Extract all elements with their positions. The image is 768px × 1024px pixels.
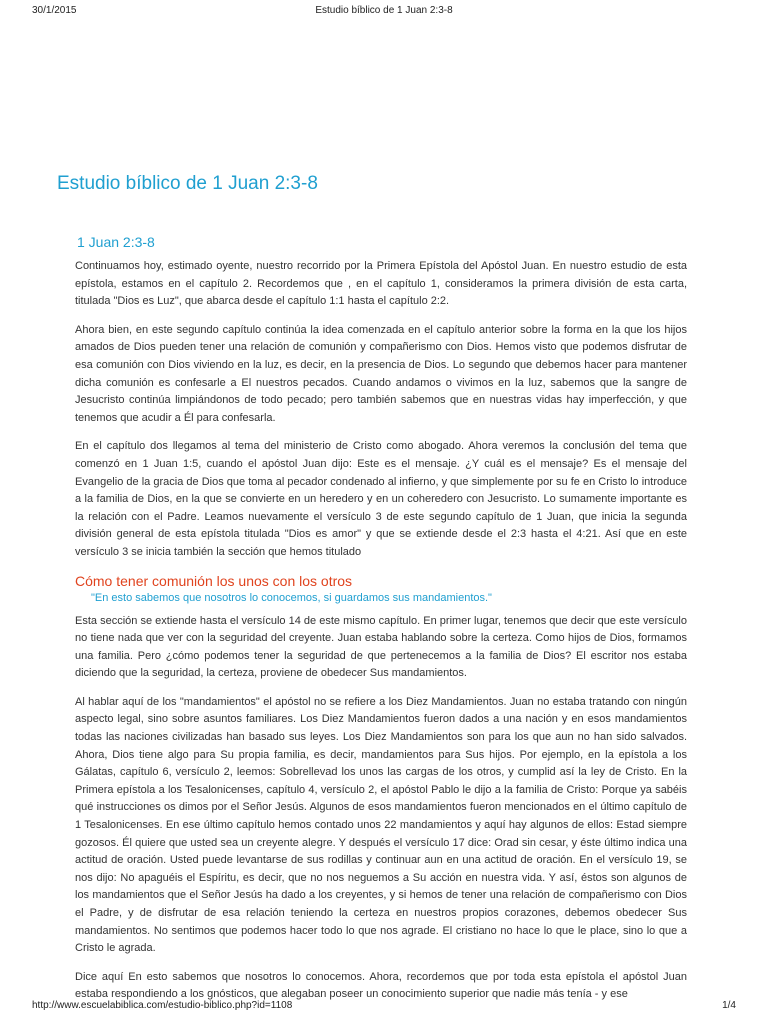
print-date: 30/1/2015 xyxy=(32,5,77,16)
page-url: http://www.escuelabiblica.com/estudio-biblico.php?id=1108 xyxy=(32,1000,293,1011)
paragraph: Ahora bien, en este segundo capítulo continúa la idea comenzada en el capítulo anterior sobre la forma en la que los hijos amados de Dios pueden tener una relación de comunión y compañerismo con Dios. Hemos visto que podemos disfrutar de esa comunión con Dios viviendo en la luz, es decir, en la presencia de Dios. Lo segundo que debemos hacer para mantener dicha comunión es confesarle a El nuestros pecados. Cuando andamos o vivimos en la luz, sabemos que la sangre de Jesucristo continúa limpiándonos de todo pecado; pero también sabemos que en nuestras vidas hay imperfección, y que tenemos que acudir a Él para confesarla. xyxy=(75,323,687,424)
print-header xyxy=(0,5,768,19)
sub-heading: Cómo tener comunión los unos con los otros xyxy=(75,572,353,589)
section-heading: 1 Juan 2:3-8 xyxy=(77,234,155,250)
article-body xyxy=(75,234,687,1015)
paragraph: Dice aquí En esto sabemos que nosotros lo conocemos. Ahora, recordemos que por toda esta epístola el apóstol Juan estaba respondiendo a los gnósticos, que alegaban poseer un conocimiento superior que nadie más tenía - y ese xyxy=(75,970,687,1001)
paragraph: Continuamos hoy, estimado oyente, nuestro recorrido por la Primera Epístola del Apóstol Juan. En nuestro estudio de esta epístola, estamos en el capítulo 2. Recordemos que , en el capítulo 1, consideramos la primera división de esta carta, titulada "Dios es Luz", que abarca desde el capítulo 1:1 hasta el capítulo 2:2. xyxy=(75,260,687,308)
paragraph: En el capítulo dos llegamos al tema del ministerio de Cristo como abogado. Ahora veremos la conclusión del tema que comenzó en 1 Juan 1:5, cuando el apóstol Juan dijo: Este es el mensaje. ¿Y cuál es el mensaje? Es el mensaje del Evangelio de la gracia de Dios que toma al pecador condenado al infierno, y que simplemente por su fe en Cristo lo introduce a la familia de Dios, en la que se convierte en un heredero y en un coheredero con Jesucristo. Lo sumamente importante es la relación con el Padre. Leamos nuevamente el versículo 3 de este segundo capítulo de 1 Juan, que inicia la segunda división general de esta epístola titulada "Dios es amor" y que se extiende desde el 2:3 hasta el 4:21. Así que en este versículo 3 se inicia también la sección que hemos titulado xyxy=(75,440,687,558)
paragraph: Esta sección se extiende hasta el versículo 14 de este mismo capítulo. En primer lugar, tenemos que decir que este versículo no tiene nada que ver con la seguridad del creyente. Juan estaba hablando sobre la certeza. Como hijos de Dios, formamos una familia. Pero ¿cómo podemos tener la seguridad de que pertenecemos a la familia de Dios? El escritor nos estaba diciendo que la seguridad, la certeza, proviene de obedecer Sus mandamientos. xyxy=(75,614,687,680)
print-page-title: Estudio bíblico de 1 Juan 2:3-8 xyxy=(315,5,453,16)
print-footer xyxy=(0,1000,768,1014)
scripture-quote: "En esto sabemos que nosotros lo conocemos, si guardamos sus mandamientos." xyxy=(91,591,492,604)
article-title: Estudio bíblico de 1 Juan 2:3-8 xyxy=(57,173,318,194)
page-number: 1/4 xyxy=(722,1000,736,1011)
paragraph: Al hablar aquí de los "mandamientos" el apóstol no se refiere a los Diez Mandamientos. Juan no estaba tratando con ningún aspecto legal, sino sobre asuntos familiares. Los Diez Mandamientos fueron dados a una nación y en esos mandamientos todas las naciones civilizadas han basado sus leyes. Los Diez Mandamientos son para los que aun no han sido salvados. Ahora, Dios tiene algo para Su propia familia, es decir, mandamientos para Sus hijos. Por ejemplo, en la epístola a los Gálatas, capítulo 6, versículo 2, leemos: Sobrellevad los unos las cargas de los otros, y cumplid así la ley de Cristo. En la Primera epístola a los Tesalonicenses, capítulo 4, versículo 2, el apóstol Pablo le dijo a la familia de Cristo: Porque ya sabéis qué instrucciones os dimos por el Señor Jesús. Algunos de esos mandamientos fueron mencionados en el último capítulo de 1 Tesalonicenses. En ese último capítulo hemos contado unos 22 mandamientos y aquí hay algunos de ellos: Estad siempre gozosos. Él quiere que usted sea un creyente alegre. Y después el versículo 17 dice: Orad sin cesar, y éste último indica una actitud de oración. Usted puede levantarse de sus rodillas y continuar aun en una actitud de oración. En el versículo 19, se nos dijo: No apaguéis el Espíritu, es decir, que no nos neguemos a Su acción en nuestra vida. Y así, éstos son algunos de los mandamientos que el Señor Jesús ha dado a los creyentes, y si hemos de tener una relación de compañerismo con Dios el Padre, y de disfrutar de esa relación teniendo la certeza en nuestros propios corazones, debemos obedecer Sus mandamientos. No sentimos que podemos hacer todo lo que nos agrade. El cristiano no hace lo que le place, sino lo que a Cristo le agrada. xyxy=(75,695,687,955)
